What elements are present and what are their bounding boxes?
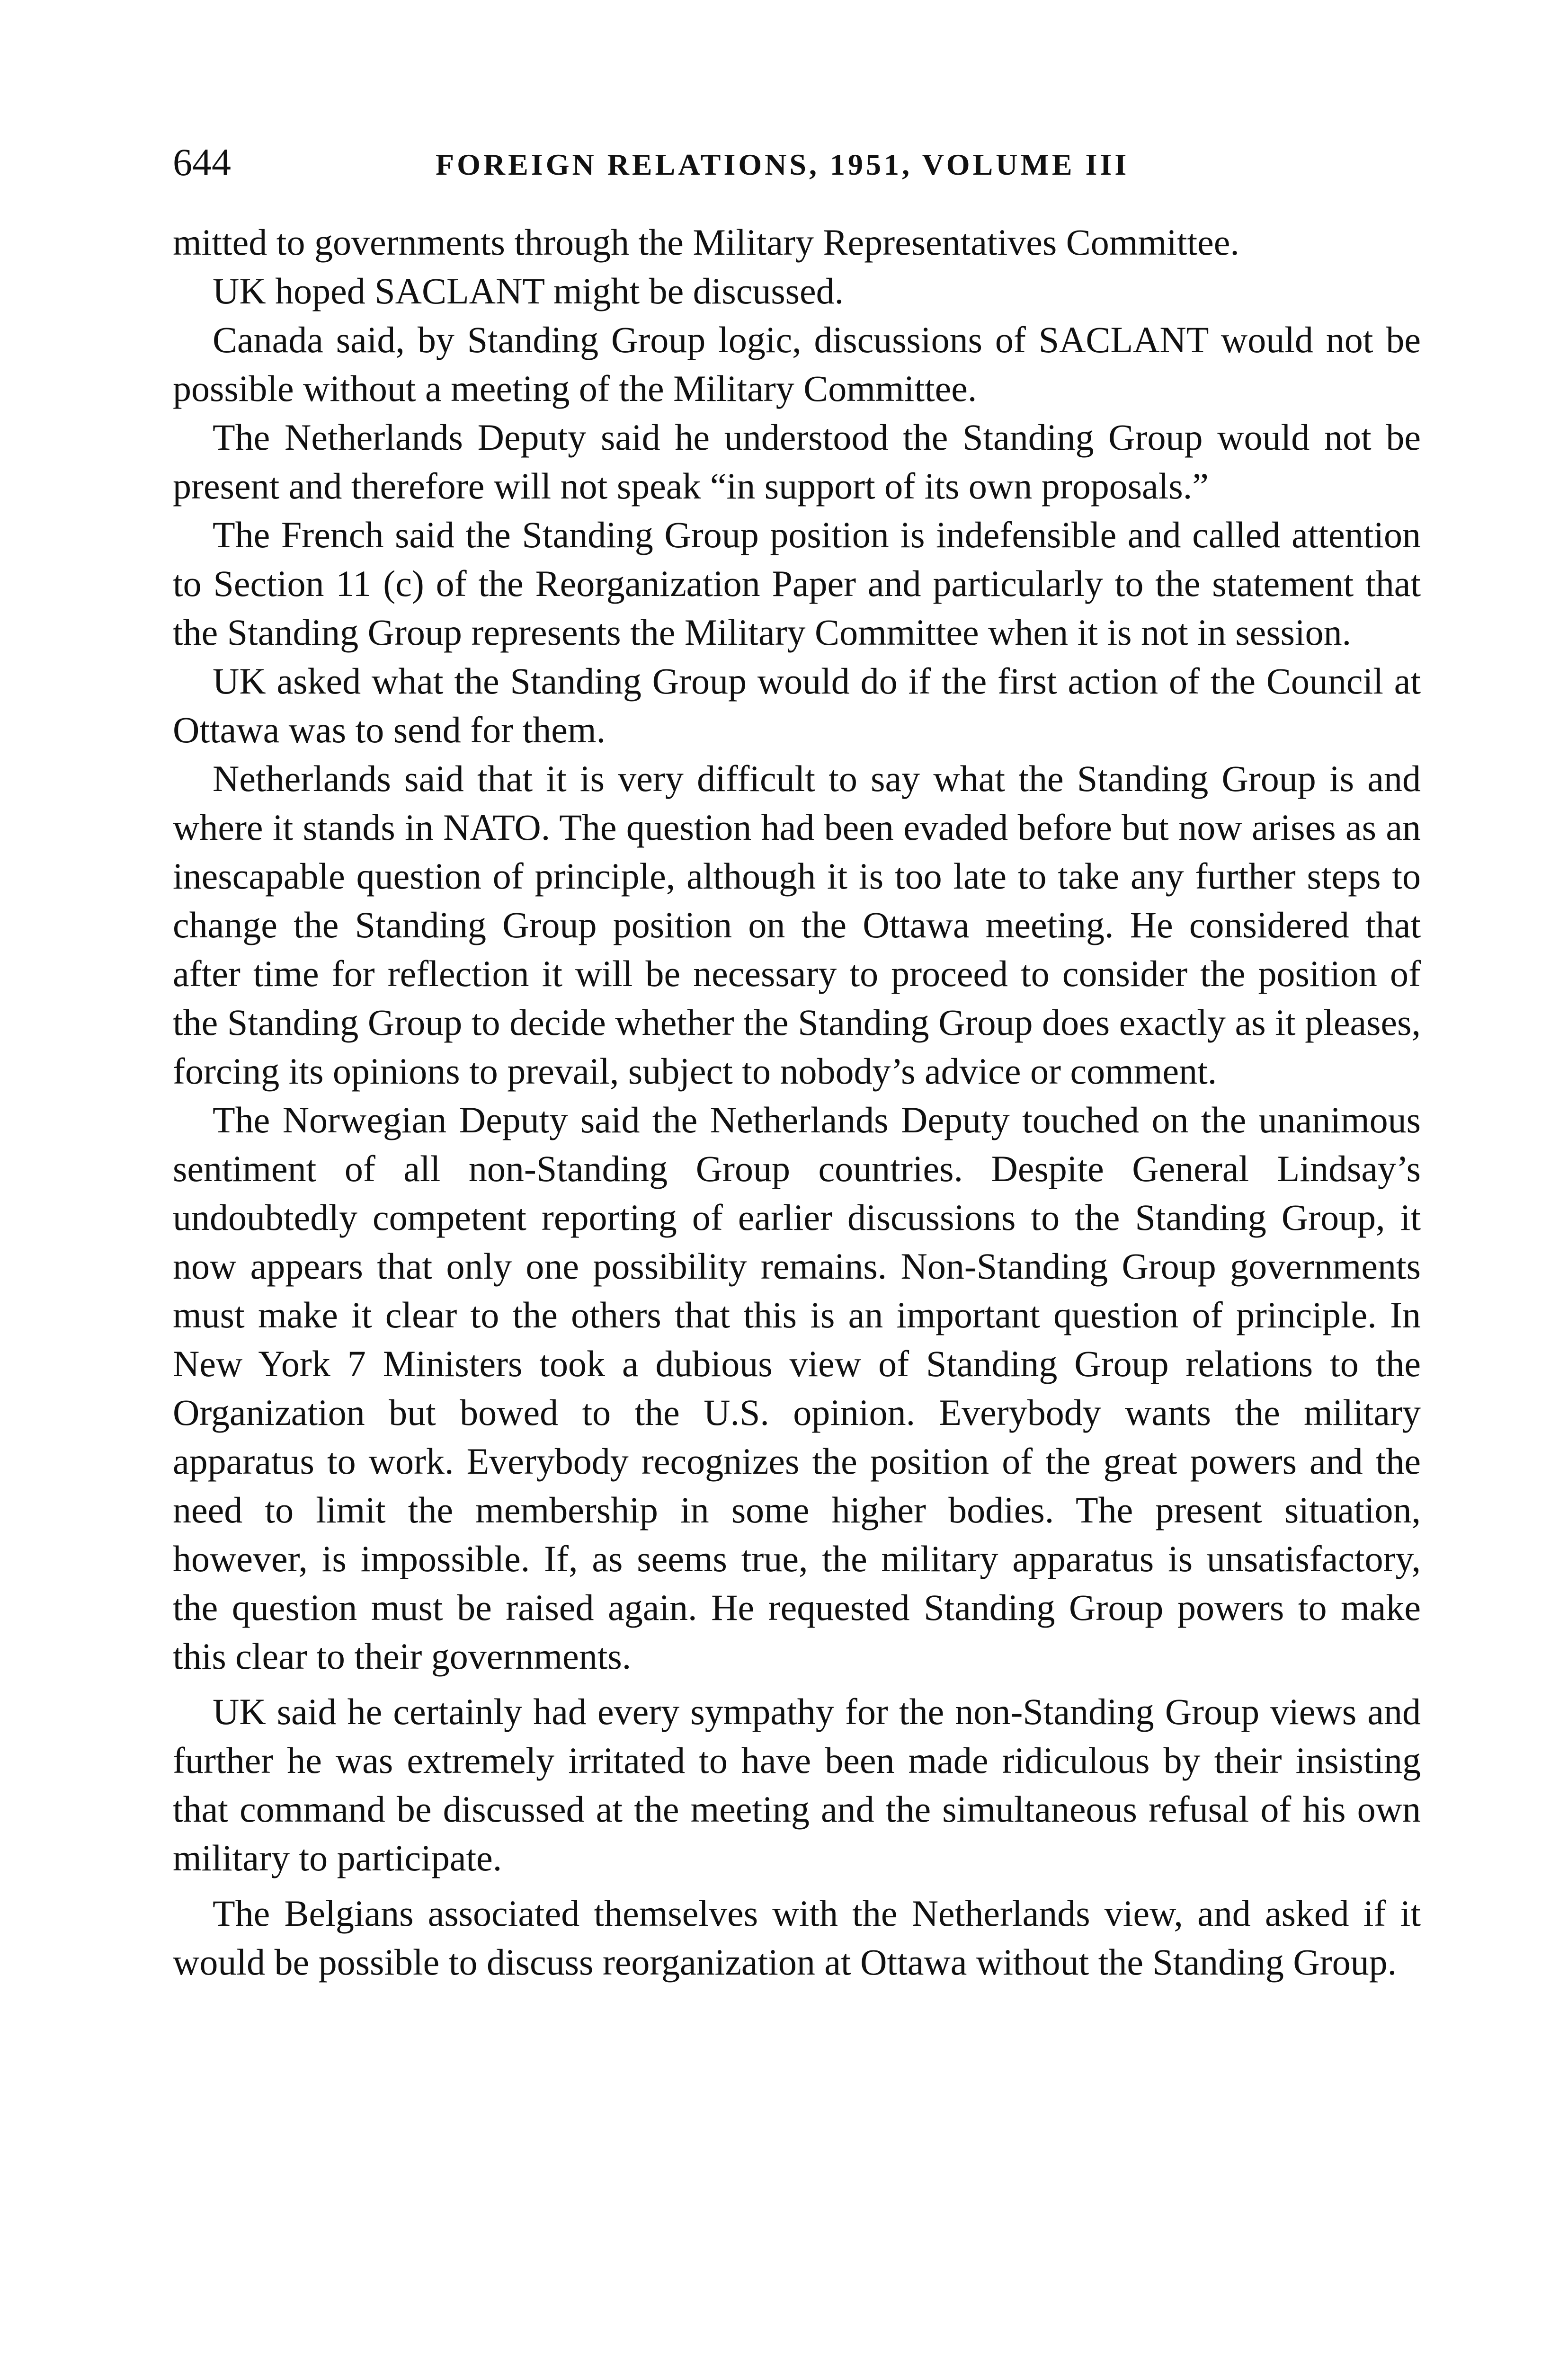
paragraph-uk-council: UK asked what the Standing Group would do if the first action of the Council at Ottawa was to send for them. xyxy=(173,660,1421,750)
paragraph-netherlands-deputy: The Netherlands Deputy said he understood the Standing Group would not be present and therefore will not speak “in support of its own proposals.” xyxy=(173,417,1421,507)
paragraph-continued: mitted to governments through the Military Representatives Committee. xyxy=(173,222,1239,263)
running-title: FOREIGN RELATIONS, 1951, VOLUME III xyxy=(436,148,1130,181)
paragraph-canada: Canada said, by Standing Group logic, discussions of SACLANT would not be possible without a meeting of the Military Committee. xyxy=(173,319,1421,409)
paragraph-uk-sympathy: UK said he certainly had every sympathy for the non-Standing Group views and further he was extremely irritated to have been made ridiculous by their insisting that command be discussed at the meeting and the simultaneous refusal of his own military to participate. xyxy=(173,1691,1421,1878)
page-number: 644 xyxy=(173,141,231,184)
paragraph-french: The French said the Standing Group position is indefensible and called attention to Section 11 (c) of the Reorganization Paper and particularly to the statement that the Standing Group represents the Military Committee when it is not in session. xyxy=(173,514,1421,653)
paragraph-uk-saclant: UK hoped SACLANT might be discussed. xyxy=(213,270,844,311)
body-text xyxy=(173,218,1421,1986)
paragraph-norwegian-deputy: The Norwegian Deputy said the Netherlands Deputy touched on the unanimous sentiment of all non-Standing Group countries. Despite General Lindsay’s undoubtedly competent reporting of earlier discussions to the Standing Group, it now appears that only one possibility remains. Non-Standing Group governments must make it clear to the others that this is an important question of principle. In New York 7 Ministers took a dubious view of Standing Group relations to the Organization but bowed to the U.S. opinion. Everybody wants the military apparatus to work. Everybody recognizes the position of the great powers and the need to limit the membership in some higher bodies. The present situation, however, is impossible. If, as seems true, the military apparatus is unsatisfactory, the question must be raised again. He requested Standing Group powers to make this clear to their governments. xyxy=(173,1099,1421,1677)
paragraph-belgians: The Belgians associated themselves with the Netherlands view, and asked if it would be possible to discuss reorganization at Ottawa without the Standing Group. xyxy=(173,1893,1421,1983)
paragraph-netherlands: Netherlands said that it is very difficult to say what the Standing Group is and where it stands in NATO. The question had been evaded before but now arises as an inescapable question of principle, although it is too late to take any further steps to change the Standing Group position on the Ottawa meeting. He considered that after time for reflection it will be necessary to proceed to consider the position of the Standing Group to decide whether the Standing Group does exactly as it pleases, forcing its opinions to prevail, subject to nobody’s advice or comment. xyxy=(173,758,1421,1092)
running-head xyxy=(173,136,1423,188)
